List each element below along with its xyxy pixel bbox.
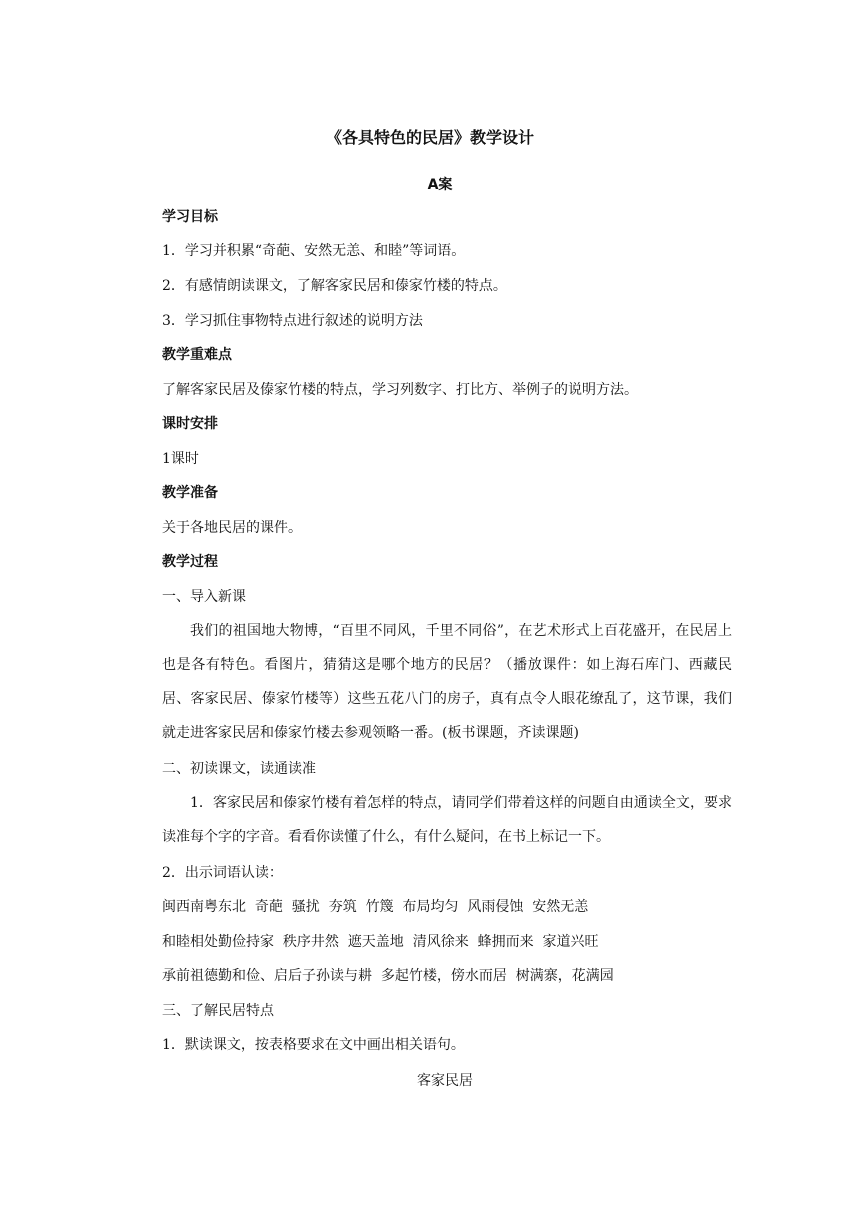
objectives-heading: 学习目标: [162, 209, 218, 225]
key-points-heading: 教学重难点: [162, 347, 232, 363]
process-heading: 教学过程: [162, 554, 218, 570]
step2-heading: 二、初读课文，读通读准: [162, 761, 316, 777]
objective-item-3: 3．学习抓住事物特点进行叙述的说明方法: [162, 313, 423, 329]
step1-paragraph: 我们的祖国地大物博，“百里不同风，千里不同俗”，在艺术形式上百花盛开，在民居上也是各有特色。看图片，猜猜这是哪个地方的民居？（播放课件：如上海石库门、西藏民居、客家民居、傣家竹楼等）这些五花八门的房子，真有点令人眼花缭乱了，这节课，我们就走进客家民居和傣家竹楼去参观领略一番。(板书课题，齐读课题): [162, 623, 732, 741]
preparation-heading: 教学准备: [162, 485, 218, 501]
step3-item-1: 1．默读课文，按表格要求在文中画出相关语句。: [162, 1037, 465, 1053]
document-subtitle: A案: [427, 177, 453, 193]
step3-heading: 三、了解民居特点: [162, 1003, 274, 1019]
schedule-heading: 课时安排: [162, 416, 218, 432]
objective-item-1: 1．学习并积累“奇葩、安然无恙、和睦”等词语。: [162, 243, 466, 259]
vocab-line-3: 承前祖德勤和俭、启后子孙读与耕 多起竹楼，傍水而居 树满寨，花满园: [162, 968, 614, 984]
step1-heading: 一、导入新课: [162, 589, 246, 605]
vocab-line-1: 闽西南粤东北 奇葩 骚扰 夯筑 竹篾 布局均匀 风雨侵蚀 安然无恙: [162, 899, 589, 915]
vocab-line-2: 和睦相处勤俭持家 秩序井然 遮天盖地 清风徐来 蜂拥而来 家道兴旺: [162, 934, 599, 950]
preparation-text: 关于各地民居的课件。: [162, 520, 302, 536]
step2-item-2: 2．出示词语认读：: [162, 865, 283, 881]
table-caption: 客家民居: [417, 1073, 473, 1089]
key-points-text: 了解客家民居及傣家竹楼的特点，学习列数字、打比方、举例子的说明方法。: [162, 382, 638, 398]
step2-item-1: 1．客家民居和傣家竹楼有着怎样的特点，请同学们带着这样的问题自由通读全文，要求读准每个字的字音。看看你读懂了什么，有什么疑问，在书上标记一下。: [162, 795, 732, 845]
document-title: 《各具特色的民居》教学设计: [325, 128, 534, 147]
schedule-text: 1课时: [162, 451, 199, 467]
objective-item-2: 2．有感情朗读课文，了解客家民居和傣家竹楼的特点。: [162, 278, 507, 294]
